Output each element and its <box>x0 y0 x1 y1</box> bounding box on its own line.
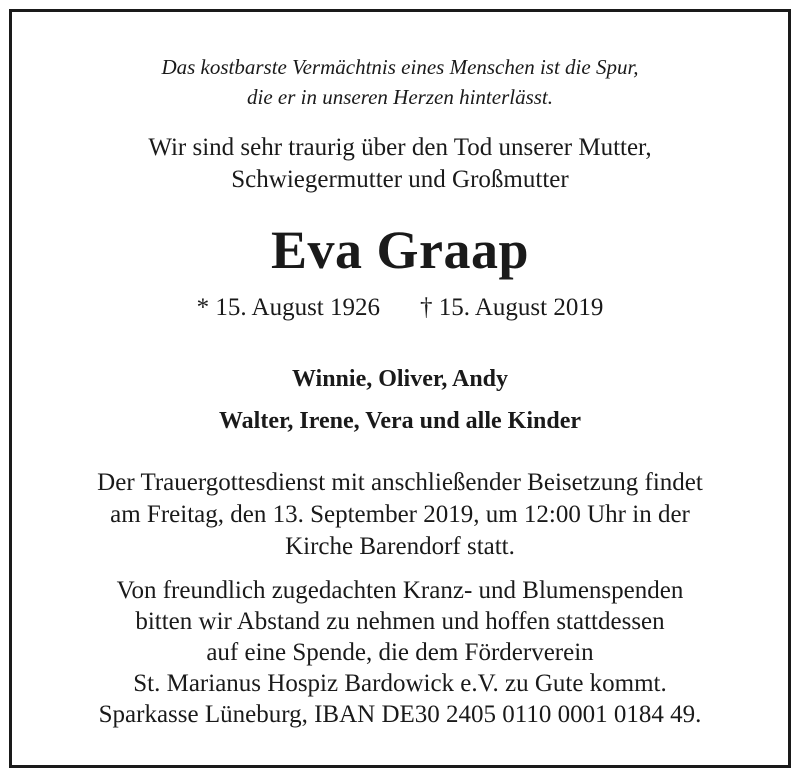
donation-line-3: auf eine Spende, die dem Förderverein <box>206 639 594 666</box>
service-line-1: Der Trauergottesdienst mit anschließender Beisetzung findet <box>97 469 703 496</box>
life-dates <box>12 292 788 324</box>
service-line-3: Kirche Barendorf statt. <box>285 533 515 560</box>
death-date: † 15. August 2019 <box>420 294 604 321</box>
motto-line-1: Das kostbarste Vermächtnis eines Menschen ist die Spur, <box>161 55 639 79</box>
intro-line-1: Wir sind sehr traurig über den Tod unserer Mutter, <box>148 134 652 161</box>
donation-line-2: bitten wir Abstand zu nehmen und hoffen stattdessen <box>135 608 665 635</box>
donation-request <box>12 575 788 730</box>
mourners-line-1: Winnie, Oliver, Andy <box>291 366 509 392</box>
donation-line-4: St. Marianus Hospiz Bardowick e.V. zu Gute kommt. <box>133 670 667 697</box>
service-line-2: am Freitag, den 13. September 2019, um 12:00 Uhr in der <box>110 501 690 528</box>
motto-quote <box>12 52 788 112</box>
deceased-name: Eva Graap <box>270 220 530 280</box>
donation-line-5: Sparkasse Lüneburg, IBAN DE30 2405 0110 0001 0184 49. <box>98 701 702 728</box>
donation-line-1: Von freundlich zugedachten Kranz- und Blumenspenden <box>116 577 684 604</box>
intro-text <box>12 132 788 196</box>
intro-line-2: Schwiegermutter und Großmutter <box>231 166 569 193</box>
motto-line-2: die er in unseren Herzen hinterlässt. <box>246 85 554 109</box>
birth-date: * 15. August 1926 <box>196 294 380 321</box>
mourners-line-2: Walter, Irene, Vera und alle Kinder <box>218 408 581 434</box>
funeral-service-info <box>12 467 788 563</box>
mourners-list <box>12 358 788 442</box>
